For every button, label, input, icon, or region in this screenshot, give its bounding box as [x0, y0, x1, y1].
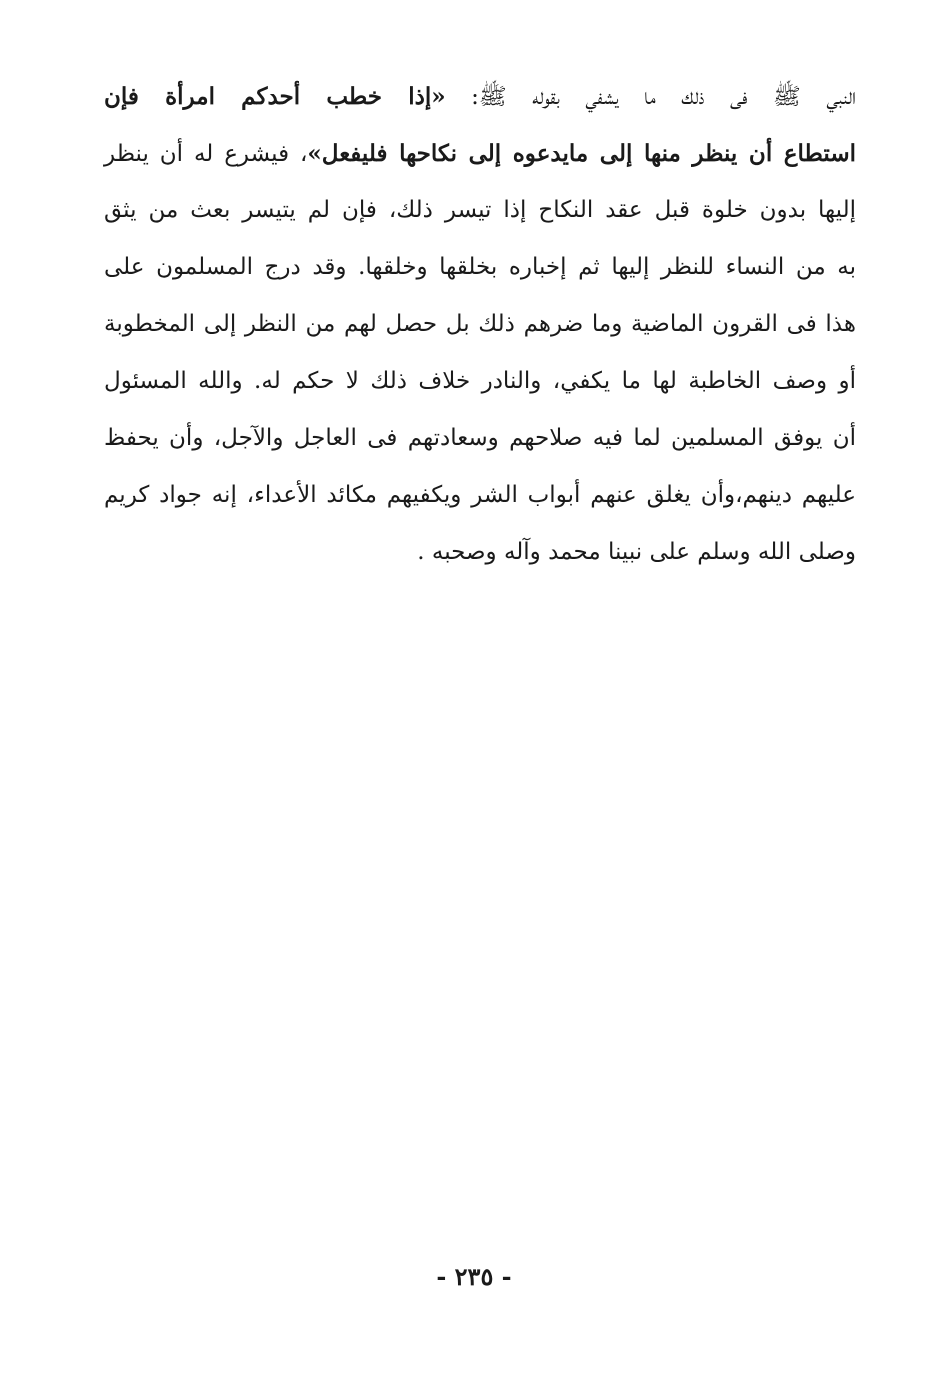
text-line-3	[104, 182, 856, 239]
text-line-1	[104, 68, 856, 125]
text-line-8	[104, 467, 856, 524]
text-line-7	[104, 410, 856, 467]
text-line-2	[104, 125, 856, 182]
segment: عليهم دينهم،وأن يغلق عنهم أبواب الشر ويكفيهم مكائد الأعداء، إنه جواد كريم	[104, 482, 856, 508]
text-line-9	[104, 524, 856, 581]
segment-bold: استطاع أن ينظر منها إلى مايدعوه إلى نكاحها فليفعل»	[307, 140, 856, 167]
text-line-4	[104, 239, 856, 296]
segment-bold: «إذا خطب أحدكم امرأة فإن	[104, 83, 446, 110]
segment: وصلى الله وسلم على نبينا محمد وآله وصحبه .	[417, 539, 856, 565]
text-line-6	[104, 353, 856, 410]
segment: إليها بدون خلوة قبل عقد النكاح إذا تيسر ذلك، فإن لم يتيسر بعث من يثق	[104, 197, 856, 223]
text-line-5	[104, 296, 856, 353]
segment: النبي ﷺ فى ذلك ما يشفي بقوله ﷺ:	[445, 84, 856, 110]
segment: به من النساء للنظر إليها ثم إخباره بخلقها وخلقها. وقد درج المسلمون على	[104, 254, 856, 280]
segment: ، فيشرع له أن ينظر	[104, 141, 308, 167]
page-number: - ٢٣٥ -	[436, 1262, 512, 1291]
segment: أو وصف الخاطبة لها ما يكفي، والنادر خلاف ذلك لا حكم له. والله المسئول	[104, 368, 856, 394]
segment: هذا فى القرون الماضية وما ضرهم ذلك بل حصل لهم من النظر إلى المخطوبة	[104, 311, 856, 337]
body-text	[104, 68, 856, 581]
segment: أن يوفق المسلمين لما فيه صلاحهم وسعادتهم فى العاجل والآجل، وأن يحفظ	[104, 425, 856, 451]
